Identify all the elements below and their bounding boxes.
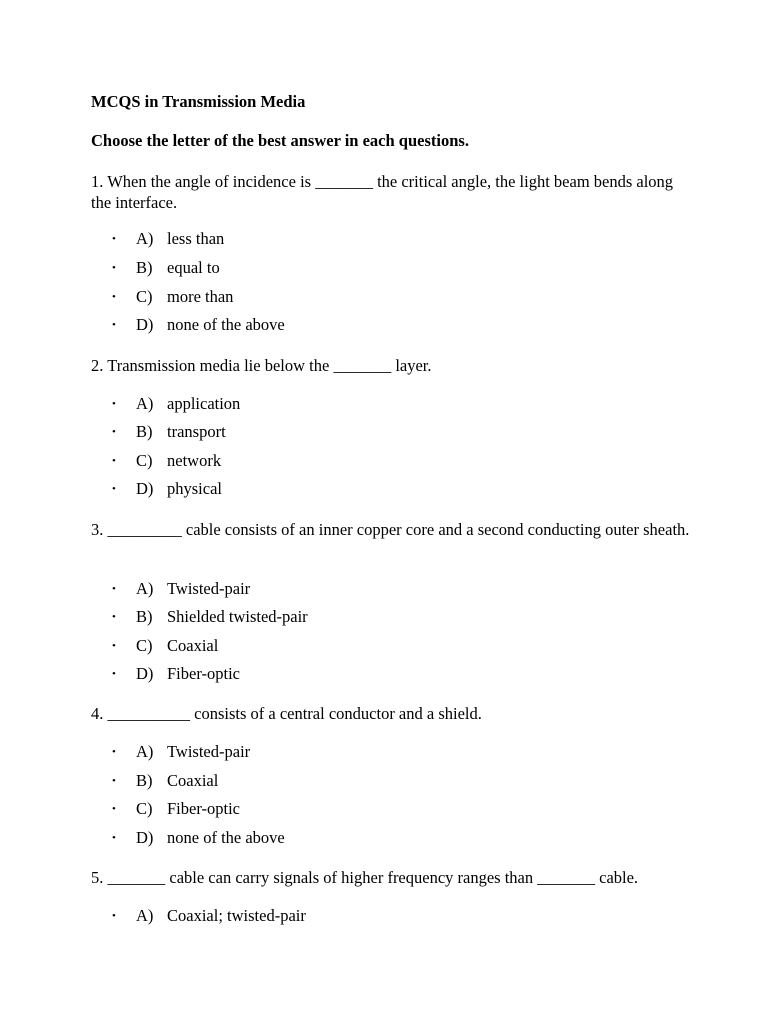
bullet-icon: •: [112, 611, 116, 623]
bullet-icon: •: [112, 455, 116, 467]
bullet-icon: •: [112, 832, 116, 844]
bullet-icon: •: [112, 583, 116, 595]
document-title: MCQS in Transmission Media: [91, 92, 306, 111]
bullet-icon: •: [112, 426, 116, 438]
bullet-icon: •: [112, 398, 116, 410]
option-text: Twisted-pair: [167, 742, 251, 761]
option-text: Coaxial: [167, 636, 219, 655]
option-letter: A): [136, 579, 154, 598]
option-letter: D): [136, 828, 154, 847]
option-letter: A): [136, 906, 154, 925]
option-letter: B): [136, 771, 153, 790]
question-text: 4. __________ consists of a central conductor and a shield.: [91, 704, 482, 723]
document-instruction: Choose the letter of the best answer in each questions.: [91, 131, 469, 150]
bullet-icon: •: [112, 233, 116, 245]
option-text: Shielded twisted-pair: [167, 607, 308, 626]
option-text: transport: [167, 422, 226, 441]
bullet-icon: •: [112, 803, 116, 815]
option-text: more than: [167, 287, 234, 306]
option-text: equal to: [167, 258, 220, 277]
option-text: Fiber-optic: [167, 799, 240, 818]
option-letter: D): [136, 479, 154, 498]
option-letter: B): [136, 607, 153, 626]
option-text: physical: [167, 479, 222, 498]
bullet-icon: •: [112, 746, 116, 758]
option-letter: C): [136, 636, 153, 655]
option-text: less than: [167, 229, 225, 248]
bullet-icon: •: [112, 775, 116, 787]
option-text: Coaxial; twisted-pair: [167, 906, 306, 925]
option-text: Coaxial: [167, 771, 219, 790]
option-letter: C): [136, 799, 153, 818]
option-letter: A): [136, 742, 154, 761]
option-letter: C): [136, 287, 153, 306]
option-letter: D): [136, 315, 154, 334]
option-letter: B): [136, 258, 153, 277]
bullet-icon: •: [112, 291, 116, 303]
option-text: Twisted-pair: [167, 579, 251, 598]
option-text: network: [167, 451, 222, 470]
option-letter: B): [136, 422, 153, 441]
question-text: 3. _________ cable consists of an inner copper core and a second conducting outer sheath.: [91, 520, 690, 539]
question-text: 1. When the angle of incidence is _______ the critical angle, the light beam bends along the interface.: [91, 172, 674, 212]
option-letter: C): [136, 451, 153, 470]
bullet-icon: •: [112, 262, 116, 274]
option-text: none of the above: [167, 315, 285, 334]
question-text: 5. _______ cable can carry signals of higher frequency ranges than _______ cable.: [91, 868, 639, 887]
option-text: Fiber-optic: [167, 664, 240, 683]
bullet-icon: •: [112, 483, 116, 495]
option-text: none of the above: [167, 828, 285, 847]
bullet-icon: •: [112, 910, 116, 922]
bullet-icon: •: [112, 319, 116, 331]
bullet-icon: •: [112, 668, 116, 680]
option-text: application: [167, 394, 241, 413]
bullet-icon: •: [112, 640, 116, 652]
option-letter: A): [136, 394, 154, 413]
option-letter: A): [136, 229, 154, 248]
question-text: 2. Transmission media lie below the _______ layer.: [91, 356, 432, 375]
option-letter: D): [136, 664, 154, 683]
